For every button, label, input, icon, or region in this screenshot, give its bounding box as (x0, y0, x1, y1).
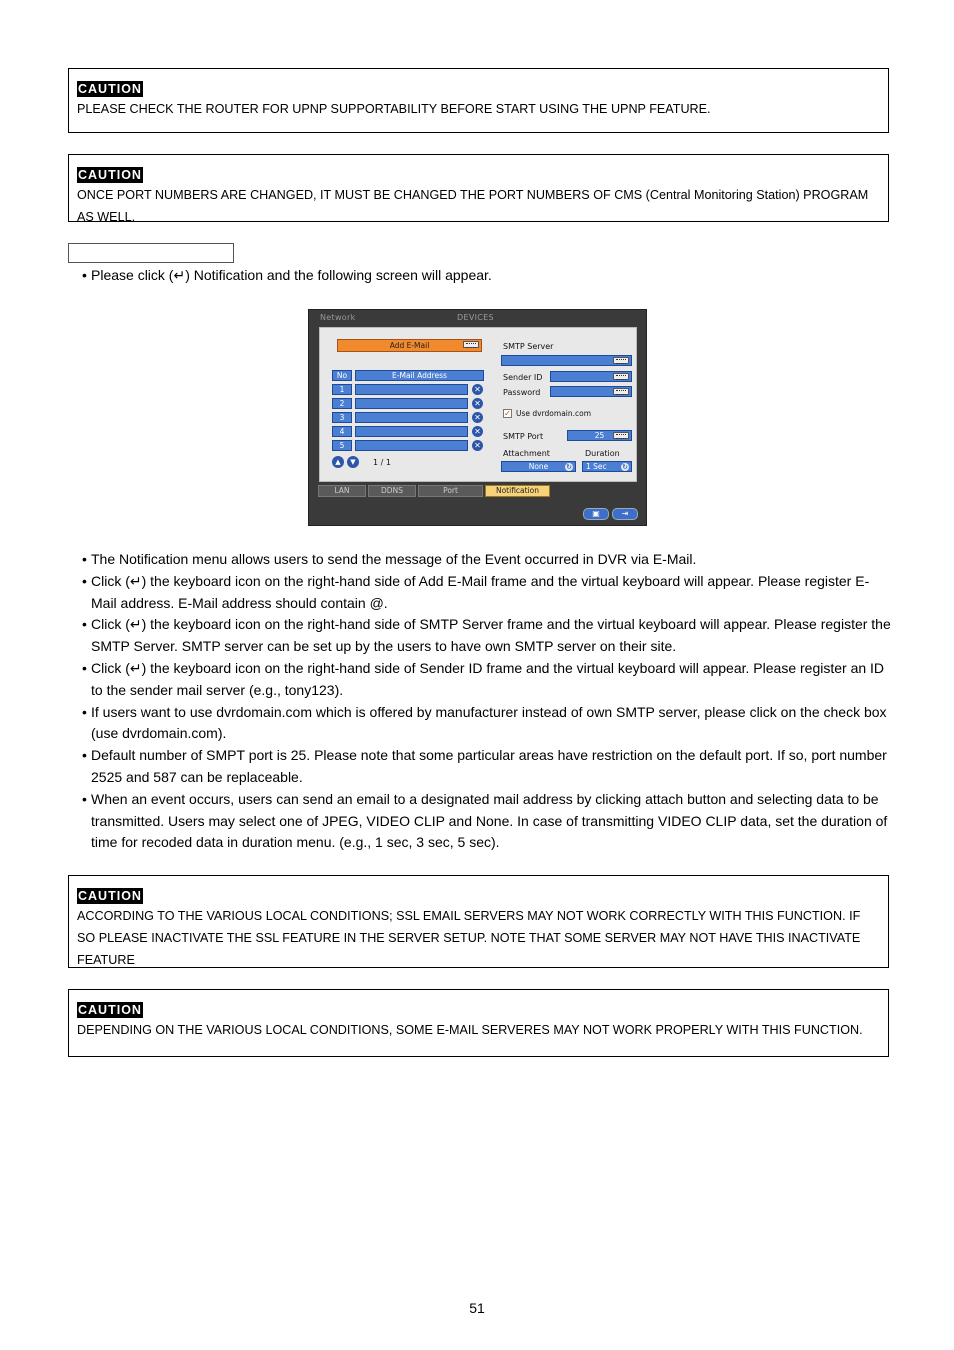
password-label: Password (503, 388, 541, 397)
caution-label: CAUTION (78, 1003, 142, 1017)
delete-icon[interactable]: ✕ (472, 426, 483, 437)
delete-icon[interactable]: ✕ (472, 384, 483, 395)
keyboard-icon[interactable] (463, 341, 479, 348)
notification-panel (319, 327, 637, 482)
list-item: • If users want to use dvrdomain.com which is offered by manufacturer instead of own SMTP server, please click on the check box (use dvrdomain.com). (82, 702, 892, 746)
screen-title-devices: DEVICES (457, 313, 494, 322)
column-email-label: E-Mail Address (392, 371, 447, 380)
duration-label: Duration (585, 449, 620, 458)
keyboard-icon[interactable] (613, 357, 629, 364)
arrow-up-icon[interactable]: ▲ (332, 456, 344, 468)
sender-id-field[interactable] (550, 371, 632, 382)
use-dvrdomain-checkbox[interactable]: ✓ (504, 409, 511, 418)
email-row-field[interactable] (355, 412, 468, 423)
attachment-label: Attachment (503, 449, 550, 458)
caution-box-email-servers (68, 989, 889, 1057)
row-number: 2 (339, 399, 345, 408)
attachment-select[interactable] (501, 461, 576, 472)
tab-lan[interactable] (318, 485, 366, 497)
list-item: • Click (↵) the keyboard icon on the right-hand side of SMTP Server frame and the virtual keyboard will appear. Please register the SMTP Server. SMTP server can be set up by the users to have own SMTP server on their site. (82, 614, 892, 658)
row-number: 4 (339, 427, 345, 436)
description-list (82, 549, 892, 854)
row-number: 3 (339, 413, 345, 422)
add-email-label: Add E-Mail (389, 341, 430, 350)
smtp-port-label: SMTP Port (503, 432, 544, 441)
tab-port[interactable] (418, 485, 483, 497)
list-item: • When an event occurs, users can send an email to a designated mail address by clicking attach button and selecting data to be transmitted. Users may select one of JPEG, VIDEO CLIP and None. In case of transmitting VIDEO CLIP data, set the duration of time for recoded data in duration menu. (e.g., 1 sec, 3 sec, 5 sec). (82, 789, 892, 854)
delete-icon[interactable]: ✕ (472, 440, 483, 451)
column-no-label: No (336, 371, 348, 380)
screen-title-network: Network (320, 313, 356, 322)
smtp-port-field[interactable] (567, 430, 632, 441)
intro-list (82, 265, 892, 287)
email-row-number (332, 412, 352, 423)
list-item: • Click (↵) the keyboard icon on the right-hand side of Sender ID frame and the virtual keyboard will appear. Please register an ID to the sender mail server (e.g., tony123). (82, 658, 892, 702)
page-number: 51 (469, 1300, 485, 1316)
attachment-value: None (528, 462, 549, 471)
delete-icon[interactable]: ✕ (472, 398, 483, 409)
tab-ddns[interactable] (368, 485, 416, 497)
email-row-field[interactable] (355, 440, 468, 451)
add-email-field[interactable] (337, 339, 482, 352)
email-row-field[interactable] (355, 426, 468, 437)
delete-icon[interactable]: ✕ (472, 412, 483, 423)
caution-text: ACCORDING TO THE VARIOUS LOCAL CONDITIONS; SSL EMAIL SERVERS MAY NOT WORK CORRECTLY WITH THIS FUNCTION. IF SO PLEASE INACTIVATE THE SSL FEATURE IN THE SERVER SETUP. NOTE THAT SOME SERVER MAY NOT HAVE THIS INACTIVATE FEATURE (77, 909, 861, 967)
list-item: • The Notification menu allows users to send the message of the Event occurred in DVR via E-Mail. (82, 549, 892, 571)
tab-label: DDNS (381, 486, 403, 495)
password-field[interactable] (550, 386, 632, 397)
caution-text: PLEASE CHECK THE ROUTER FOR UPNP SUPPORTABILITY BEFORE START USING THE UPNP FEATURE. (77, 102, 711, 116)
use-dvrdomain-label: Use dvrdomain.com (516, 409, 592, 418)
tab-label: Notification (495, 486, 540, 495)
intro-bullet: • Please click (↵) Notification and the following screen will appear. (82, 265, 892, 287)
caution-box-upnp (68, 68, 889, 133)
smtp-server-field[interactable] (501, 355, 632, 366)
email-row-number (332, 384, 352, 395)
list-item: • Click (↵) the keyboard icon on the right-hand side of Add E-Mail frame and the virtual keyboard will appear. Please register E-Mail address. E-Mail address should contain @. (82, 571, 892, 615)
tab-notification[interactable] (485, 485, 550, 497)
column-header-email (355, 370, 484, 381)
caution-label: CAUTION (78, 82, 142, 96)
save-icon[interactable]: ▣ (583, 508, 609, 520)
tab-label: LAN (334, 486, 350, 495)
sender-id-label: Sender ID (503, 373, 543, 382)
keyboard-icon[interactable] (613, 432, 629, 439)
email-row-number (332, 426, 352, 437)
list-item: • Default number of SMPT port is 25. Please note that some particular areas have restriction on the default port. If so, port number 2525 and 587 can be replaceable. (82, 745, 892, 789)
caution-label: CAUTION (78, 168, 142, 182)
keyboard-icon[interactable] (613, 388, 629, 395)
caution-text: DEPENDING ON THE VARIOUS LOCAL CONDITIONS, SOME E-MAIL SERVERES MAY NOT WORK PROPERLY WITH THIS FUNCTION. (77, 1023, 863, 1037)
email-row-field[interactable] (355, 398, 468, 409)
tab-label: Port (443, 486, 458, 495)
exit-icon[interactable]: ⇥ (612, 508, 638, 520)
column-header-no (332, 370, 352, 381)
cycle-icon[interactable]: ↻ (566, 463, 572, 471)
email-row-number (332, 440, 352, 451)
email-row-number (332, 398, 352, 409)
smtp-port-value: 25 (594, 431, 605, 440)
email-row-field[interactable] (355, 384, 468, 395)
duration-select[interactable] (582, 461, 632, 472)
row-number: 1 (339, 385, 345, 394)
caution-box-ssl (68, 875, 889, 968)
caution-box-port-numbers (68, 154, 889, 222)
page-indicator: 1 / 1 (373, 458, 391, 467)
duration-value: 1 Sec (586, 462, 607, 471)
dvr-notification-screen (308, 309, 647, 526)
caution-text: ONCE PORT NUMBERS ARE CHANGED, IT MUST BE CHANGED THE PORT NUMBERS OF CMS (Central Monitoring Station) PROGRAM AS WELL. (77, 188, 869, 224)
keyboard-icon[interactable] (613, 373, 629, 380)
cycle-icon[interactable]: ↻ (622, 463, 628, 471)
section-heading-box (68, 243, 234, 263)
caution-label: CAUTION (78, 889, 142, 903)
smtp-server-label: SMTP Server (503, 342, 554, 351)
arrow-down-icon[interactable]: ▼ (347, 456, 359, 468)
row-number: 5 (339, 441, 345, 450)
